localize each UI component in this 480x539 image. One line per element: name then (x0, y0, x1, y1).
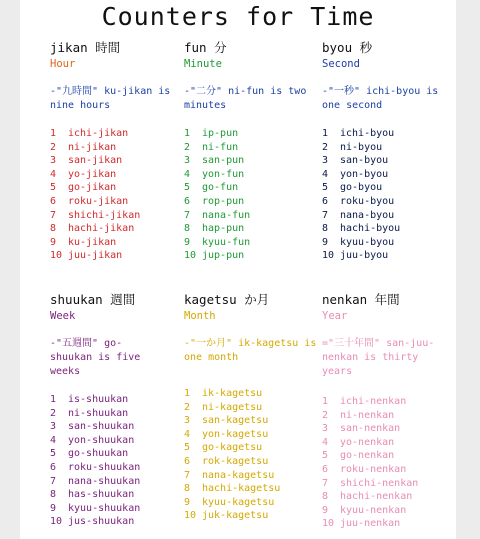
section-example: ="三十年間" san-juu-nenkan is thirty years (322, 338, 435, 377)
counter-list (184, 387, 334, 523)
list-item: 1 ichi-nenkan (322, 396, 407, 407)
list-item: 7 shichi-nenkan (322, 477, 419, 489)
section-meaning: Month (184, 310, 216, 322)
list-item: 9 kyuu-nenkan (322, 504, 407, 516)
list-item: 9 ku-jikan (50, 236, 117, 248)
section-example: -"二分" ni-fun is two minutes (184, 86, 307, 111)
section-heading: shuukan 週間 (50, 292, 136, 307)
list-item: 10 juu-byou (322, 250, 389, 262)
list-item: 10 jup-pun (184, 250, 245, 262)
section-example: -"五週間" go-shuukan is five weeks (50, 338, 141, 377)
list-item: 1 ichi-jikan (50, 128, 129, 139)
list-item: 6 rop-pun (184, 195, 245, 207)
counter-list (184, 127, 334, 263)
counter-list (50, 127, 200, 263)
list-item: 7 shichi-jikan (50, 209, 141, 221)
list-item: 2 ni-shuukan (50, 407, 129, 419)
section-heading: kagetsu か月 (184, 292, 270, 307)
list-item: 5 go-fun (184, 182, 239, 194)
list-item: 8 hap-pun (184, 223, 245, 235)
list-item: 5 go-kagetsu (184, 442, 263, 454)
cheat-sheet (20, 0, 456, 539)
list-item: 6 roku-nenkan (322, 463, 407, 475)
section-example: -"一秒" ichi-byou is one second (322, 86, 439, 111)
list-item: 4 yon-fun (184, 168, 245, 180)
list-item: 2 ni-jikan (50, 141, 117, 153)
list-item: 6 roku-jikan (50, 195, 129, 207)
list-item: 9 kyuu-kagetsu (184, 496, 275, 508)
list-item: 2 ni-byou (322, 141, 383, 153)
counter-list (322, 395, 472, 531)
list-item: 1 is-shuukan (50, 394, 129, 405)
list-item: 3 san-shuukan (50, 421, 135, 433)
list-item: 8 has-shuukan (50, 489, 135, 501)
list-item: 9 kyuu-shuukan (50, 502, 141, 514)
section-second (322, 38, 472, 263)
section-year (322, 290, 472, 531)
list-item: 10 juu-jikan (50, 250, 123, 262)
list-item: 5 go-byou (322, 182, 383, 194)
section-meaning: Minute (184, 58, 222, 70)
list-item: 6 rok-kagetsu (184, 455, 269, 467)
list-item: 3 san-nenkan (322, 423, 401, 435)
list-item: 5 go-jikan (50, 182, 117, 194)
list-item: 4 yon-shuukan (50, 434, 135, 446)
page-title: Counters for Time (101, 2, 375, 31)
section-minute (184, 38, 334, 263)
list-item: 4 yon-kagetsu (184, 428, 269, 440)
section-meaning: Second (322, 58, 360, 70)
section-meaning: Week (50, 310, 76, 322)
list-item: 8 hachi-jikan (50, 223, 135, 235)
list-item: 2 ni-fun (184, 141, 239, 153)
list-item: 3 san-jikan (50, 155, 123, 167)
section-hour (50, 38, 200, 263)
list-item: 9 kyuu-fun (184, 236, 251, 248)
list-item: 1 ip-pun (184, 128, 239, 139)
list-item: 7 nana-fun (184, 209, 251, 221)
section-month (184, 290, 334, 523)
list-item: 8 hachi-kagetsu (184, 483, 281, 495)
list-item: 3 san-pun (184, 155, 245, 167)
list-item: 9 kyuu-byou (322, 236, 395, 248)
list-item: 8 hachi-nenkan (322, 491, 413, 503)
list-item: 4 yon-byou (322, 168, 389, 180)
counter-list (50, 393, 200, 529)
list-item: 6 roku-byou (322, 195, 395, 207)
list-item: 2 ni-nenkan (322, 409, 395, 421)
list-item: 8 hachi-byou (322, 223, 401, 235)
list-item: 5 go-shuukan (50, 448, 129, 460)
list-item: 2 ni-kagetsu (184, 401, 263, 413)
list-item: 7 nana-shuukan (50, 475, 141, 487)
list-item: 4 yo-nenkan (322, 436, 395, 448)
section-heading: jikan 時間 (50, 40, 121, 55)
list-item: 10 jus-shuukan (50, 516, 135, 528)
list-item: 1 ichi-byou (322, 128, 395, 139)
counter-list (322, 127, 472, 263)
list-item: 3 san-kagetsu (184, 415, 269, 427)
section-example: -"九時間" ku-jikan is nine hours (50, 86, 171, 111)
list-item: 4 yo-jikan (50, 168, 117, 180)
list-item: 5 go-nenkan (322, 450, 395, 462)
list-item: 6 roku-shuukan (50, 461, 141, 473)
section-week (50, 290, 200, 529)
section-heading: fun 分 (184, 40, 227, 55)
list-item: 1 ik-kagetsu (184, 388, 263, 399)
list-item: 3 san-byou (322, 155, 389, 167)
list-item: 7 nana-kagetsu (184, 469, 275, 481)
section-meaning: Year (322, 310, 348, 322)
list-item: 10 juu-nenkan (322, 518, 401, 530)
list-item: 10 juk-kagetsu (184, 510, 269, 522)
section-heading: nenkan 年間 (322, 292, 400, 307)
section-heading: byou 秒 (322, 40, 373, 55)
list-item: 7 nana-byou (322, 209, 395, 221)
section-example: -"一か月" ik-kagetsu is one month (184, 338, 317, 363)
section-meaning: Hour (50, 58, 76, 70)
